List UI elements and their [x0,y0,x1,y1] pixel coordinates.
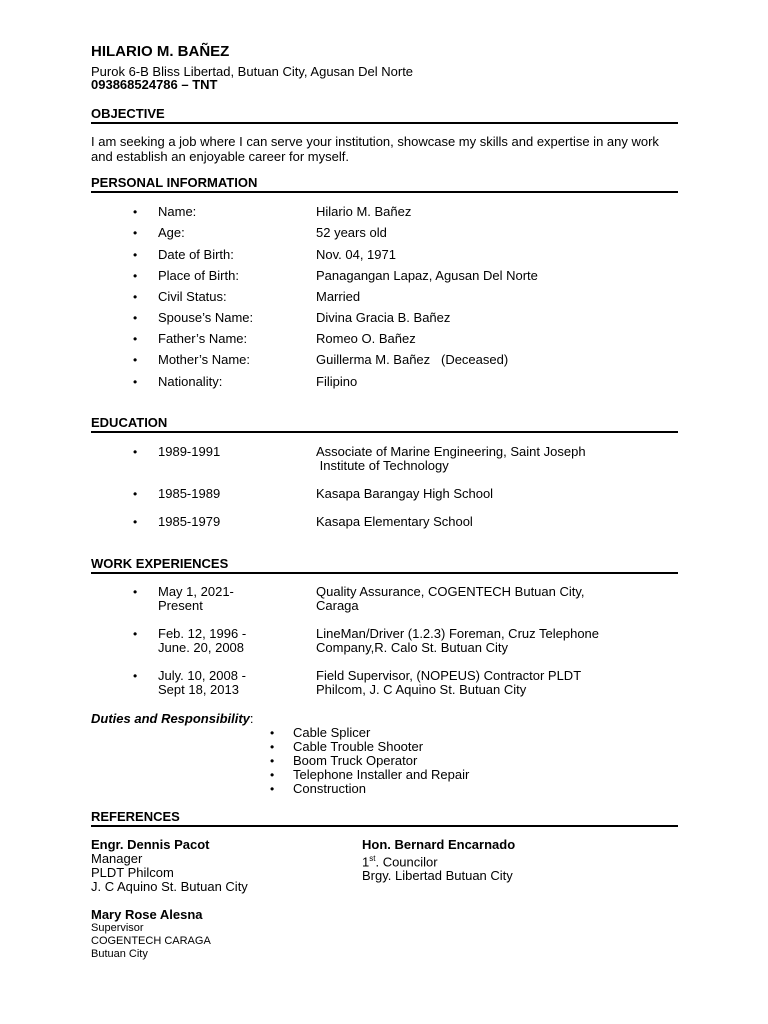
work-date-start: May 1, 2021- [158,584,234,599]
position-number: 1 [362,854,370,870]
field-value: Guillerma M. Bañez (Deceased) [316,352,509,367]
education-school: Kasapa Elementary School [316,514,473,529]
bullet: • [133,375,138,389]
objective-text: I am seeking a job where I can serve your institution, showcase my skills and expertise in any work and establish an enjoyable career for myself. [91,134,659,164]
section-work-experiences [91,556,678,574]
field-value: Panagangan Lapaz, Agusan Del Norte [316,268,538,283]
bullet: • [133,445,138,459]
field-label: Name: [158,204,197,219]
bullet: • [133,205,138,219]
field-value: Filipino [316,374,358,389]
duties-label: Duties and Responsibility [91,711,250,726]
work-date-end: June. 20, 2008 [158,640,245,655]
work-date-start: Feb. 12, 1996 - [158,626,247,641]
section-divider [91,431,678,433]
bullet: • [270,754,275,768]
education-school-cont: Institute of Technology [316,458,449,473]
field-label: Civil Status: [158,289,227,304]
bullet: • [133,627,138,641]
field-label: Mother’s Name: [158,352,250,367]
reference-3 [91,908,211,961]
education-years: 1985-1979 [158,514,221,529]
section-education [91,415,678,433]
field-value: Romeo O. Bañez [316,331,416,346]
reference-1 [91,838,248,894]
education-school: Associate of Marine Engineering, Saint Joseph [316,444,586,459]
work-date-end: Sept 18, 2013 [158,682,239,697]
bullet: • [270,768,275,782]
work-position-cont: Company,R. Calo St. Butuan City [316,640,508,655]
field-label: Spouse’s Name: [158,310,254,325]
section-personal-information [91,175,678,193]
bullet: • [270,726,275,740]
field-value: Divina Gracia B. Bañez [316,310,451,325]
bullet: • [133,332,138,346]
bullet: • [133,353,138,367]
education-years: 1989-1991 [158,444,221,459]
reference-position: Manager [91,851,143,866]
field-label: Date of Birth: [158,247,234,262]
work-position: Quality Assurance, COGENTECH Butuan City, [316,584,585,599]
section-divider [91,122,678,124]
applicant-address: Purok 6-B Bliss Libertad, Butuan City, Agusan Del Norte [91,64,414,79]
reference-position [362,852,515,869]
duty-text: Telephone Installer and Repair [293,767,470,782]
work-position-cont: Philcom, J. C Aquino St. Butuan City [316,682,527,697]
reference-address: J. C Aquino St. Butuan City [91,879,248,894]
section-references [91,809,678,827]
reference-company: PLDT Philcom [91,865,174,880]
field-label: Nationality: [158,374,223,389]
bullet: • [133,311,138,325]
work-date-start: July. 10, 2008 - [158,668,246,683]
reference-address: Brgy. Libertad Butuan City [362,868,513,884]
education-school: Kasapa Barangay High School [316,486,494,501]
bullet: • [270,782,275,796]
applicant-phone: 093868524786 – TNT [91,77,218,92]
bullet: • [133,487,138,501]
reference-2 [362,838,515,883]
reference-name: Engr. Dennis Pacot [91,837,210,852]
duty-text: Cable Splicer [293,725,371,740]
position-title: . Councilor [375,854,438,870]
field-label: Place of Birth: [158,268,239,283]
reference-position: Supervisor [91,922,144,934]
bullet: • [133,515,138,529]
bullet: • [133,269,138,283]
work-position: LineMan/Driver (1.2.3) Foreman, Cruz Telephone [316,626,600,641]
reference-company: COGENTECH CARAGA [91,935,211,947]
bullet: • [133,585,138,599]
bullet: • [133,669,138,683]
section-title: OBJECTIVE [91,106,165,121]
field-value: Nov. 04, 1971 [316,247,396,262]
reference-name: Mary Rose Alesna [91,907,203,922]
section-divider [91,191,678,193]
field-value: Hilario M. Bañez [316,204,412,219]
section-divider [91,825,678,827]
reference-address: Butuan City [91,948,148,960]
duty-text: Boom Truck Operator [293,753,418,768]
field-label: Age: [158,225,185,240]
section-objective [91,106,678,124]
bullet: • [133,290,138,304]
position-ordinal: st [369,854,376,863]
section-title: EDUCATION [91,415,168,430]
section-divider [91,572,678,574]
work-position: Field Supervisor, (NOPEUS) Contractor PLDT [316,668,582,683]
duty-text: Cable Trouble Shooter [293,739,424,754]
duty-text: Construction [293,781,366,796]
bullet: • [133,248,138,262]
field-value: Married [316,289,361,304]
bullet: • [270,740,275,754]
field-value: 52 years old [316,225,387,240]
applicant-name: HILARIO M. BAÑEZ [91,43,230,60]
work-date-end: Present [158,598,203,613]
section-title: REFERENCES [91,809,180,824]
reference-name: Hon. Bernard Encarnado [362,837,516,852]
duties-colon: : [249,711,254,726]
education-years: 1985-1989 [158,486,221,501]
bullet: • [133,226,138,240]
duties-heading [91,711,254,726]
section-title: WORK EXPERIENCES [91,556,229,571]
work-position-cont: Caraga [316,598,359,613]
section-title: PERSONAL INFORMATION [91,175,258,190]
field-label: Father’s Name: [158,331,248,346]
